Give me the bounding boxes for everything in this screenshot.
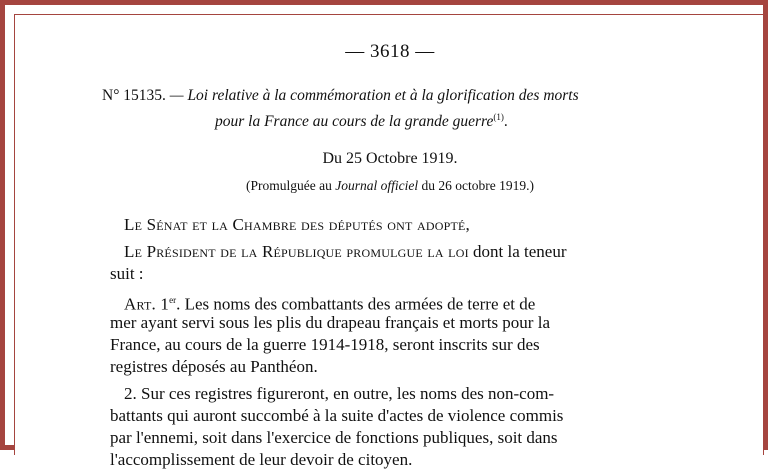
article-1-line-3: France, au cours de la guerre 1914-1918, seront inscrits sur des bbox=[110, 335, 540, 354]
page-number: — 3618 — bbox=[345, 41, 435, 62]
preamble-senate: Le Sénat et la Chambre des députés ont adopté, bbox=[124, 215, 470, 234]
promulgation-after: du 26 octobre 1919.) bbox=[418, 178, 534, 193]
promulgation-note bbox=[15, 178, 765, 194]
article-2-line-1: 2. Sur ces registres figureront, en outre, les noms des non-com- bbox=[124, 384, 555, 403]
law-title-line-2 bbox=[215, 107, 508, 132]
document-page bbox=[14, 14, 764, 469]
article-1-line-2: mer ayant servi sous les plis du drapeau français et morts pour la bbox=[110, 313, 550, 332]
article-2-line-2: battants qui auront succombé à la suite d'actes de violence commis bbox=[110, 406, 564, 425]
journal-officiel: Journal officiel bbox=[335, 178, 419, 193]
preamble-president bbox=[124, 240, 567, 263]
preamble-president-rest: dont la teneur bbox=[468, 242, 567, 261]
law-title-end: . bbox=[503, 113, 508, 131]
article-2-line-3: par l'ennemi, soit dans l'exercice de fonctions publiques, soit dans bbox=[110, 428, 558, 447]
footnote-mark: (1) bbox=[493, 112, 504, 122]
law-title-part-2: pour la France au cours de la grande guerre bbox=[215, 113, 494, 131]
article-2-line-4: l'accomplissement de leur devoir de citoyen. bbox=[110, 450, 413, 469]
preamble-president-cont: suit : bbox=[110, 264, 144, 283]
law-number: N° 15135. bbox=[102, 87, 166, 104]
law-title-line-1 bbox=[102, 85, 579, 106]
article-1-sup: er bbox=[169, 295, 177, 305]
law-title-part-1: — Loi relative à la commémoration et à la glorification des morts bbox=[169, 87, 579, 104]
preamble-president-caps: Le Président de la République promulgue la loi bbox=[124, 242, 469, 261]
promulgation-before: (Promulguée au bbox=[246, 178, 336, 193]
law-date: Du 25 Octobre 1919. bbox=[322, 150, 458, 167]
article-1-text-1: . Les noms des combattants des armées de terre et de bbox=[176, 294, 536, 314]
article-1-label: Art. 1 bbox=[124, 294, 170, 314]
article-1-line-4: registres déposés au Panthéon. bbox=[110, 357, 318, 376]
